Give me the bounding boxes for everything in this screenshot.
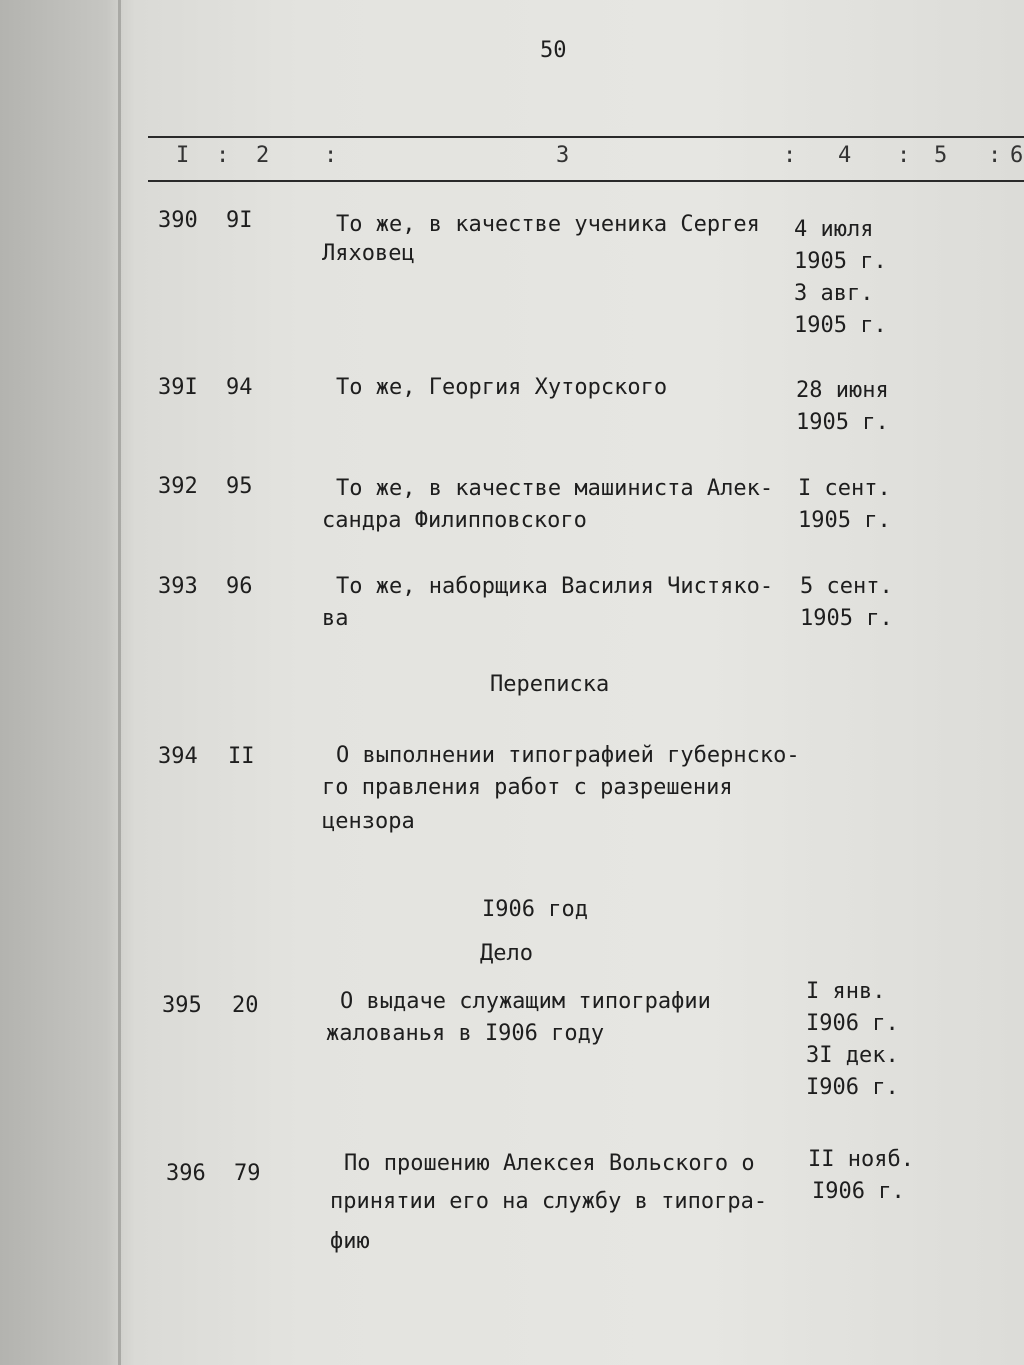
row-date: I906 г. [806, 1075, 899, 1100]
row-description-line: ва [322, 606, 349, 631]
row-description-line: То же, Георгия Хуторского [336, 375, 668, 400]
row-description-line: О выполнении типографией губернско- [336, 743, 800, 768]
row-description-line: То же, наборщика Василия Чистяко- [336, 574, 774, 599]
row-description-line: То же, в качестве ученика Сергея [336, 212, 760, 237]
table-rule-bottom [148, 180, 1024, 182]
row-date: 1905 г. [798, 508, 891, 533]
case-number: 9I [226, 208, 253, 233]
row-description-line: Ляховец [322, 241, 415, 266]
section-heading-case: Дело [480, 941, 533, 966]
section-heading-correspondence: Переписка [490, 672, 610, 697]
case-number: 95 [226, 474, 253, 499]
row-description-line: фию [330, 1229, 370, 1254]
column-header-3: 3 [556, 143, 570, 168]
row-date: 28 июня [796, 378, 889, 403]
row-number: 393 [158, 574, 198, 599]
section-heading-year: I906 год [482, 897, 588, 922]
row-description-line: цензора [322, 809, 415, 834]
column-header-5: 5 [934, 143, 948, 168]
row-description-line: сандра Филипповского [322, 508, 587, 533]
row-description-line: То же, в качестве машиниста Алек- [336, 476, 774, 501]
row-date: II нояб. [808, 1147, 914, 1172]
row-date: 4 июля [794, 217, 874, 242]
row-description-line: го правления работ с разрешения [322, 775, 733, 800]
row-date: 1905 г. [800, 606, 893, 631]
row-date: I сент. [798, 476, 891, 501]
row-number: 390 [158, 208, 198, 233]
row-date: I906 г. [812, 1179, 905, 1204]
row-date: 1905 г. [794, 313, 887, 338]
column-separator: : [324, 143, 338, 168]
row-number: 39I [158, 375, 198, 400]
page-fold [118, 0, 121, 1365]
row-number: 394 [158, 744, 198, 769]
column-header-1: I [176, 143, 190, 168]
case-number: II [228, 744, 255, 769]
case-number: 94 [226, 375, 253, 400]
column-separator: : [783, 143, 797, 168]
table-rule-top [148, 136, 1024, 138]
column-separator: : [897, 143, 911, 168]
row-description-line: По прошению Алексея Вольского о [344, 1151, 755, 1176]
row-description-line: принятии его на службу в типогра- [330, 1189, 768, 1214]
case-number: 20 [232, 993, 259, 1018]
row-description-line: жалованья в I906 году [326, 1021, 605, 1046]
column-separator: : [216, 143, 230, 168]
row-date: 5 сент. [800, 574, 893, 599]
page-edge-shadow [0, 0, 125, 1365]
case-number: 79 [234, 1161, 261, 1186]
column-header-4: 4 [838, 143, 852, 168]
row-date: 1905 г. [794, 249, 887, 274]
row-number: 396 [166, 1161, 206, 1186]
column-separator: : [988, 143, 1002, 168]
column-header-2: 2 [256, 143, 270, 168]
case-number: 96 [226, 574, 253, 599]
row-number: 395 [162, 993, 202, 1018]
column-header-6: 6 [1010, 143, 1024, 168]
row-date: I906 г. [806, 1011, 899, 1036]
row-date: 3 авг. [794, 281, 874, 306]
row-number: 392 [158, 474, 198, 499]
row-date: 3I дек. [806, 1043, 899, 1068]
row-description-line: О выдаче служащим типографии [340, 989, 711, 1014]
row-date: 1905 г. [796, 410, 889, 435]
row-date: I янв. [806, 979, 886, 1004]
page-number: 50 [540, 38, 567, 63]
